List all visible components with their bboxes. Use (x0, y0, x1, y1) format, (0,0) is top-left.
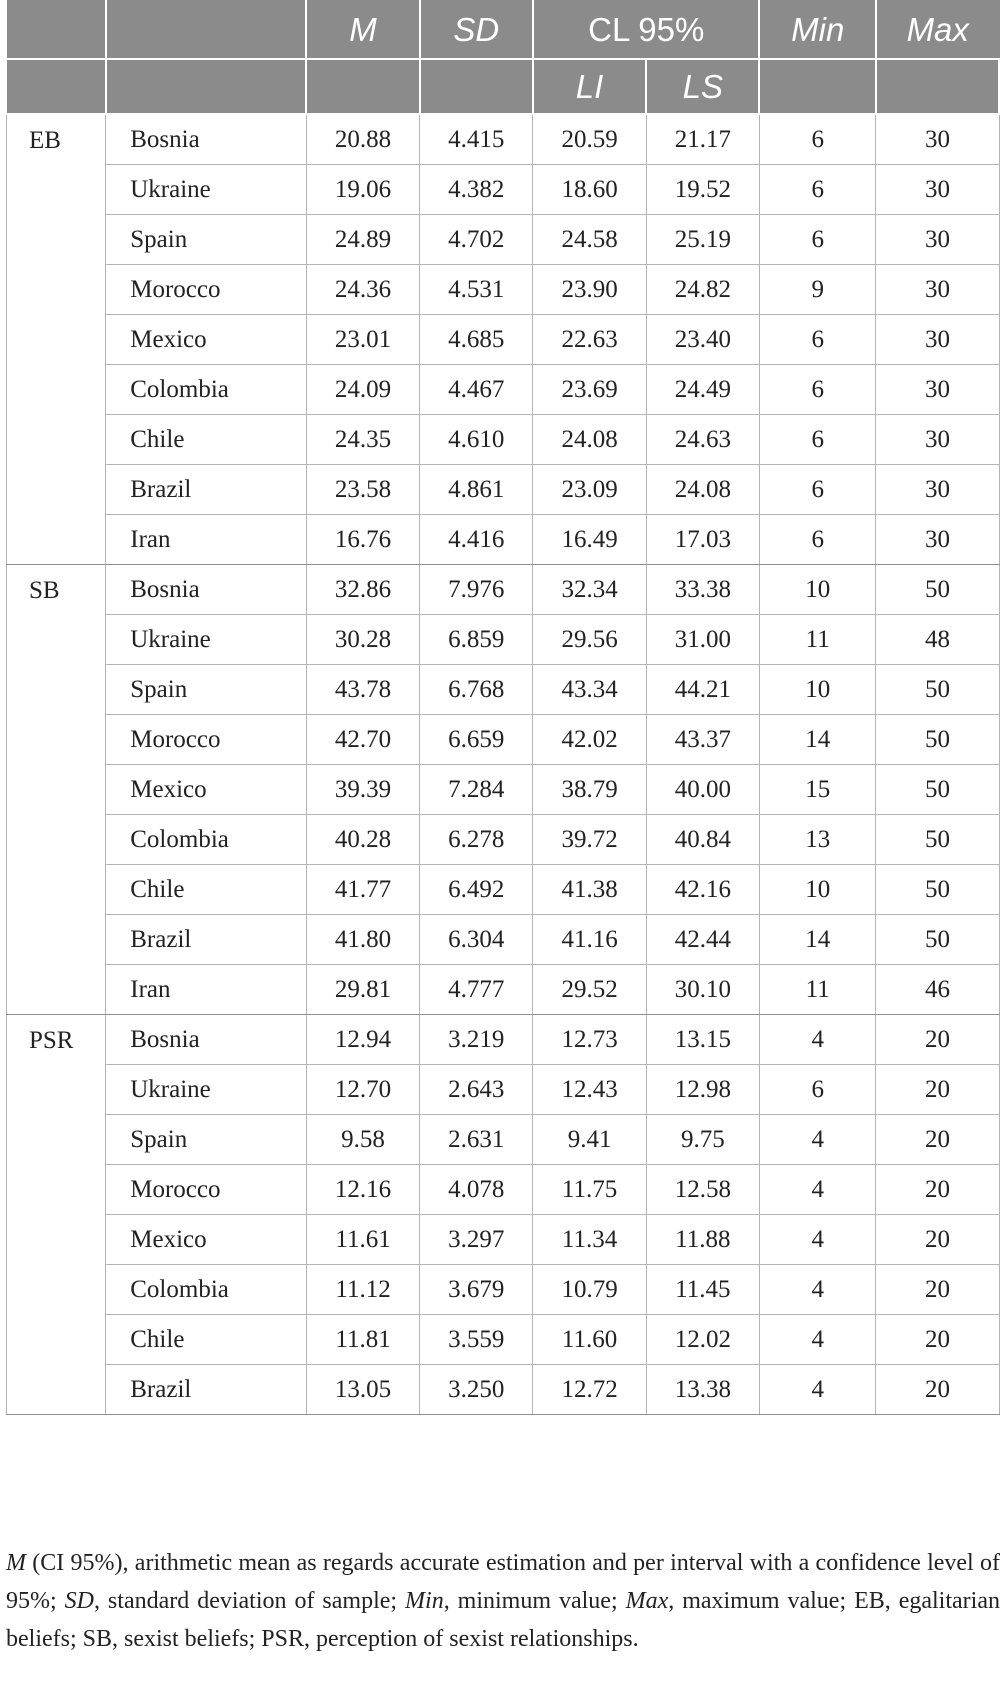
sd-cell: 6.304 (420, 915, 533, 965)
m-cell: 24.89 (306, 215, 419, 265)
min-cell: 14 (759, 915, 876, 965)
li-cell: 11.34 (533, 1215, 646, 1265)
li-cell: 24.58 (533, 215, 646, 265)
ls-cell: 33.38 (646, 565, 759, 615)
table-row (7, 615, 1000, 665)
country-cell: Brazil (106, 465, 307, 515)
table-row (7, 765, 1000, 815)
max-cell: 50 (876, 665, 999, 715)
ls-cell: 31.00 (646, 615, 759, 665)
m-cell: 43.78 (306, 665, 419, 715)
li-cell: 24.08 (533, 415, 646, 465)
m-cell: 13.05 (306, 1365, 419, 1415)
ls-cell: 40.84 (646, 815, 759, 865)
table-row (7, 315, 1000, 365)
table-row (7, 1365, 1000, 1415)
li-cell: 12.43 (533, 1065, 646, 1115)
min-cell: 15 (759, 765, 876, 815)
country-cell: Ukraine (106, 615, 307, 665)
header-ls: LS (646, 59, 759, 114)
country-cell: Chile (106, 865, 307, 915)
min-cell: 6 (759, 215, 876, 265)
max-cell: 30 (876, 465, 999, 515)
table-footnote (6, 1544, 1000, 1658)
max-cell: 20 (876, 1065, 999, 1115)
min-cell: 13 (759, 815, 876, 865)
max-cell: 30 (876, 515, 999, 565)
country-cell: Mexico (106, 1215, 307, 1265)
li-cell: 16.49 (533, 515, 646, 565)
min-cell: 6 (759, 315, 876, 365)
table-row (7, 715, 1000, 765)
country-cell: Mexico (106, 765, 307, 815)
sd-cell: 6.492 (420, 865, 533, 915)
max-cell: 50 (876, 565, 999, 615)
group-label: SB (7, 565, 106, 1015)
max-cell: 30 (876, 165, 999, 215)
table-row (7, 815, 1000, 865)
ls-cell: 40.00 (646, 765, 759, 815)
header-blank-country (106, 1, 307, 60)
ls-cell: 19.52 (646, 165, 759, 215)
sd-cell: 6.659 (420, 715, 533, 765)
min-cell: 6 (759, 1065, 876, 1115)
m-cell: 12.94 (306, 1015, 419, 1065)
m-cell: 30.28 (306, 615, 419, 665)
country-cell: Spain (106, 665, 307, 715)
li-cell: 12.72 (533, 1365, 646, 1415)
country-cell: Bosnia (106, 565, 307, 615)
table-row (7, 1065, 1000, 1115)
stats-table-container (6, 0, 1000, 1415)
table-row (7, 1115, 1000, 1165)
footnote-term-m: M (6, 1550, 26, 1576)
m-cell: 9.58 (306, 1115, 419, 1165)
country-cell: Colombia (106, 1265, 307, 1315)
min-cell: 11 (759, 615, 876, 665)
min-cell: 10 (759, 665, 876, 715)
country-cell: Iran (106, 515, 307, 565)
sd-cell: 4.415 (420, 114, 533, 165)
country-cell: Spain (106, 1115, 307, 1165)
li-cell: 22.63 (533, 315, 646, 365)
group-label: EB (7, 114, 106, 565)
m-cell: 32.86 (306, 565, 419, 615)
ls-cell: 24.08 (646, 465, 759, 515)
m-cell: 19.06 (306, 165, 419, 215)
min-cell: 6 (759, 365, 876, 415)
country-cell: Ukraine (106, 165, 307, 215)
max-cell: 48 (876, 615, 999, 665)
sd-cell: 6.278 (420, 815, 533, 865)
sd-cell: 2.631 (420, 1115, 533, 1165)
li-cell: 43.34 (533, 665, 646, 715)
ls-cell: 12.98 (646, 1065, 759, 1115)
m-cell: 11.12 (306, 1265, 419, 1315)
sd-cell: 7.976 (420, 565, 533, 615)
sd-cell: 7.284 (420, 765, 533, 815)
table-row (7, 1315, 1000, 1365)
header-row-sub (7, 59, 1000, 114)
footnote-def-m: (CI 95%), arithmetic mean as regards accurate estimation and per interval with a confidence level of 95%; (6, 1550, 1000, 1614)
country-cell: Bosnia (106, 1015, 307, 1065)
min-cell: 6 (759, 515, 876, 565)
sd-cell: 3.559 (420, 1315, 533, 1365)
ls-cell: 24.49 (646, 365, 759, 415)
subheader-blank-group (7, 59, 106, 114)
sd-cell: 3.679 (420, 1265, 533, 1315)
sd-cell: 6.768 (420, 665, 533, 715)
sd-cell: 4.382 (420, 165, 533, 215)
max-cell: 20 (876, 1315, 999, 1365)
table-row (7, 265, 1000, 315)
sd-cell: 2.643 (420, 1065, 533, 1115)
descriptive-stats-table (6, 0, 1000, 1415)
table-row (7, 965, 1000, 1015)
ls-cell: 21.17 (646, 114, 759, 165)
ls-cell: 44.21 (646, 665, 759, 715)
max-cell: 30 (876, 415, 999, 465)
m-cell: 23.01 (306, 315, 419, 365)
table-row (7, 1165, 1000, 1215)
min-cell: 4 (759, 1115, 876, 1165)
max-cell: 30 (876, 265, 999, 315)
li-cell: 39.72 (533, 815, 646, 865)
footnote-term-min: Min (405, 1588, 444, 1614)
li-cell: 41.16 (533, 915, 646, 965)
max-cell: 30 (876, 114, 999, 165)
country-cell: Brazil (106, 915, 307, 965)
footnote-def-max: , maximum value; EB, egalitarian beliefs; SB, sexist beliefs; PSR, perception of sexist relationships. (6, 1588, 1000, 1652)
min-cell: 6 (759, 165, 876, 215)
li-cell: 42.02 (533, 715, 646, 765)
min-cell: 10 (759, 565, 876, 615)
li-cell: 29.56 (533, 615, 646, 665)
m-cell: 12.70 (306, 1065, 419, 1115)
table-row (7, 665, 1000, 715)
max-cell: 30 (876, 215, 999, 265)
max-cell: 20 (876, 1115, 999, 1165)
ls-cell: 24.63 (646, 415, 759, 465)
country-cell: Colombia (106, 815, 307, 865)
m-cell: 11.81 (306, 1315, 419, 1365)
li-cell: 23.69 (533, 365, 646, 415)
sd-cell: 3.219 (420, 1015, 533, 1065)
ls-cell: 23.40 (646, 315, 759, 365)
sd-cell: 4.531 (420, 265, 533, 315)
table-row (7, 865, 1000, 915)
sd-cell: 4.610 (420, 415, 533, 465)
footnote-def-sd: , standard deviation of sample; (93, 1588, 406, 1614)
li-cell: 12.73 (533, 1015, 646, 1065)
subheader-blank-min (759, 59, 876, 114)
subheader-blank-country (106, 59, 307, 114)
table-row (7, 1015, 1000, 1065)
country-cell: Morocco (106, 265, 307, 315)
country-cell: Spain (106, 215, 307, 265)
max-cell: 50 (876, 715, 999, 765)
header-row-top (7, 1, 1000, 60)
min-cell: 9 (759, 265, 876, 315)
min-cell: 4 (759, 1315, 876, 1365)
ls-cell: 43.37 (646, 715, 759, 765)
ls-cell: 24.82 (646, 265, 759, 315)
min-cell: 6 (759, 465, 876, 515)
table-row (7, 565, 1000, 615)
subheader-blank-sd (420, 59, 533, 114)
min-cell: 11 (759, 965, 876, 1015)
li-cell: 9.41 (533, 1115, 646, 1165)
li-cell: 29.52 (533, 965, 646, 1015)
min-cell: 10 (759, 865, 876, 915)
max-cell: 20 (876, 1215, 999, 1265)
group-label: PSR (7, 1015, 106, 1415)
country-cell: Morocco (106, 1165, 307, 1215)
sd-cell: 4.467 (420, 365, 533, 415)
table-row (7, 415, 1000, 465)
max-cell: 50 (876, 765, 999, 815)
table-row (7, 365, 1000, 415)
ls-cell: 30.10 (646, 965, 759, 1015)
m-cell: 12.16 (306, 1165, 419, 1215)
m-cell: 41.80 (306, 915, 419, 965)
m-cell: 42.70 (306, 715, 419, 765)
min-cell: 6 (759, 114, 876, 165)
table-body (7, 114, 1000, 1415)
footnote-term-sd: SD (64, 1588, 94, 1614)
country-cell: Iran (106, 965, 307, 1015)
ls-cell: 42.44 (646, 915, 759, 965)
li-cell: 38.79 (533, 765, 646, 815)
footnote-def-min: , minimum value; (443, 1588, 626, 1614)
table-row (7, 465, 1000, 515)
header-li: LI (533, 59, 646, 114)
sd-cell: 4.078 (420, 1165, 533, 1215)
sd-cell: 3.250 (420, 1365, 533, 1415)
max-cell: 30 (876, 315, 999, 365)
ls-cell: 12.02 (646, 1315, 759, 1365)
sd-cell: 4.777 (420, 965, 533, 1015)
table-row (7, 1215, 1000, 1265)
max-cell: 50 (876, 865, 999, 915)
li-cell: 41.38 (533, 865, 646, 915)
max-cell: 50 (876, 915, 999, 965)
sd-cell: 4.702 (420, 215, 533, 265)
sd-cell: 4.861 (420, 465, 533, 515)
table-row (7, 215, 1000, 265)
country-cell: Mexico (106, 315, 307, 365)
min-cell: 4 (759, 1015, 876, 1065)
header-blank-group (7, 1, 106, 60)
min-cell: 4 (759, 1215, 876, 1265)
ls-cell: 11.45 (646, 1265, 759, 1315)
header-sd: SD (420, 1, 533, 60)
header-cl95: CL 95% (533, 1, 760, 60)
m-cell: 24.09 (306, 365, 419, 415)
m-cell: 24.35 (306, 415, 419, 465)
footnote-term-max: Max (625, 1588, 669, 1614)
table-row (7, 515, 1000, 565)
table-row (7, 915, 1000, 965)
country-cell: Bosnia (106, 114, 307, 165)
m-cell: 39.39 (306, 765, 419, 815)
min-cell: 4 (759, 1265, 876, 1315)
max-cell: 20 (876, 1365, 999, 1415)
sd-cell: 3.297 (420, 1215, 533, 1265)
max-cell: 30 (876, 365, 999, 415)
table-row (7, 165, 1000, 215)
min-cell: 4 (759, 1365, 876, 1415)
m-cell: 41.77 (306, 865, 419, 915)
table-row (7, 1265, 1000, 1315)
max-cell: 20 (876, 1265, 999, 1315)
m-cell: 16.76 (306, 515, 419, 565)
ls-cell: 12.58 (646, 1165, 759, 1215)
li-cell: 32.34 (533, 565, 646, 615)
m-cell: 24.36 (306, 265, 419, 315)
subheader-blank-m (306, 59, 419, 114)
li-cell: 23.90 (533, 265, 646, 315)
table-row (7, 114, 1000, 165)
max-cell: 50 (876, 815, 999, 865)
country-cell: Colombia (106, 365, 307, 415)
table-header (7, 1, 1000, 115)
li-cell: 10.79 (533, 1265, 646, 1315)
max-cell: 20 (876, 1165, 999, 1215)
header-min: Min (759, 1, 876, 60)
max-cell: 46 (876, 965, 999, 1015)
country-cell: Chile (106, 415, 307, 465)
sd-cell: 6.859 (420, 615, 533, 665)
m-cell: 11.61 (306, 1215, 419, 1265)
m-cell: 23.58 (306, 465, 419, 515)
ls-cell: 17.03 (646, 515, 759, 565)
li-cell: 20.59 (533, 114, 646, 165)
country-cell: Ukraine (106, 1065, 307, 1115)
ls-cell: 42.16 (646, 865, 759, 915)
li-cell: 11.75 (533, 1165, 646, 1215)
country-cell: Chile (106, 1315, 307, 1365)
ls-cell: 9.75 (646, 1115, 759, 1165)
ls-cell: 13.38 (646, 1365, 759, 1415)
ls-cell: 13.15 (646, 1015, 759, 1065)
max-cell: 20 (876, 1015, 999, 1065)
header-m: M (306, 1, 419, 60)
li-cell: 23.09 (533, 465, 646, 515)
country-cell: Brazil (106, 1365, 307, 1415)
min-cell: 4 (759, 1165, 876, 1215)
li-cell: 18.60 (533, 165, 646, 215)
min-cell: 14 (759, 715, 876, 765)
min-cell: 6 (759, 415, 876, 465)
sd-cell: 4.685 (420, 315, 533, 365)
country-cell: Morocco (106, 715, 307, 765)
m-cell: 20.88 (306, 114, 419, 165)
m-cell: 29.81 (306, 965, 419, 1015)
ls-cell: 25.19 (646, 215, 759, 265)
ls-cell: 11.88 (646, 1215, 759, 1265)
li-cell: 11.60 (533, 1315, 646, 1365)
subheader-blank-max (876, 59, 999, 114)
header-max: Max (876, 1, 999, 60)
m-cell: 40.28 (306, 815, 419, 865)
sd-cell: 4.416 (420, 515, 533, 565)
